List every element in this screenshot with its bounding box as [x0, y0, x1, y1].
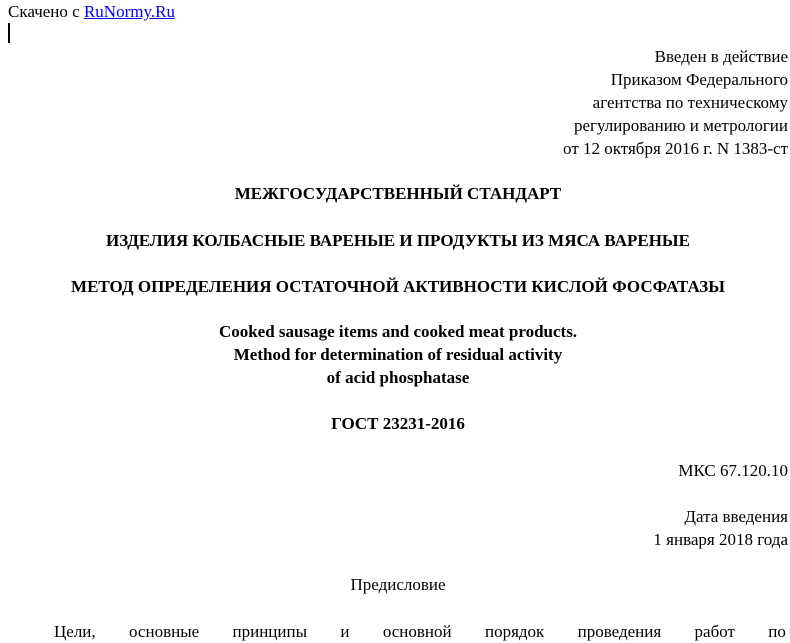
body-word: и: [340, 622, 350, 641]
intro-date-block: [653, 505, 788, 551]
source-prefix: Скачено с: [8, 2, 84, 21]
body-word: основные: [129, 622, 200, 641]
body-word: Цели,: [54, 622, 96, 641]
body-word: основной: [382, 622, 452, 641]
approval-line: Введен в действие: [654, 47, 788, 66]
approval-line: Приказом Федерального: [610, 70, 788, 89]
mks-code: МКС 67.120.10: [678, 461, 788, 480]
approval-line: от 12 октября 2016 г. N 1383-ст: [563, 139, 788, 158]
body-word: принципы: [232, 622, 308, 641]
body-word: проведения: [577, 622, 662, 641]
body-word: порядок: [484, 622, 545, 641]
method-heading: МЕТОД ОПРЕДЕЛЕНИЯ ОСТАТОЧНОЙ АКТИВНОСТИ КИСЛОЙ ФОСФАТАЗЫ: [71, 277, 725, 296]
body-paragraph-first-line: [54, 620, 786, 643]
intergov-standard-heading: МЕЖГОСУДАРСТВЕННЫЙ СТАНДАРТ: [234, 184, 562, 203]
body-word: работ: [694, 622, 735, 641]
standard-title-heading: ИЗДЕЛИЯ КОЛБАСНЫЕ ВАРЕНЫЕ И ПРОДУКТЫ ИЗ МЯСА ВАРЕНЫЕ: [106, 231, 690, 250]
source-line: [8, 0, 175, 23]
intro-date-label: Дата введения: [684, 507, 788, 526]
source-link[interactable]: RuNormy.Ru: [83, 2, 175, 21]
approval-block: [563, 45, 788, 160]
english-title-line: of acid phosphatase: [326, 368, 470, 387]
approval-line: агентства по техническому: [592, 93, 788, 112]
intro-date-value: 1 января 2018 года: [653, 530, 788, 549]
english-title: [0, 320, 790, 389]
preface-heading: Предисловие: [350, 575, 446, 594]
gost-number: ГОСТ 23231-2016: [331, 414, 465, 433]
english-title-line: Cooked sausage items and cooked meat products.: [218, 322, 578, 341]
english-title-line: Method for determination of residual activity: [233, 345, 563, 364]
text-caret: [8, 23, 10, 43]
approval-line: регулированию и метрологии: [573, 116, 788, 135]
body-word: по: [768, 622, 786, 641]
